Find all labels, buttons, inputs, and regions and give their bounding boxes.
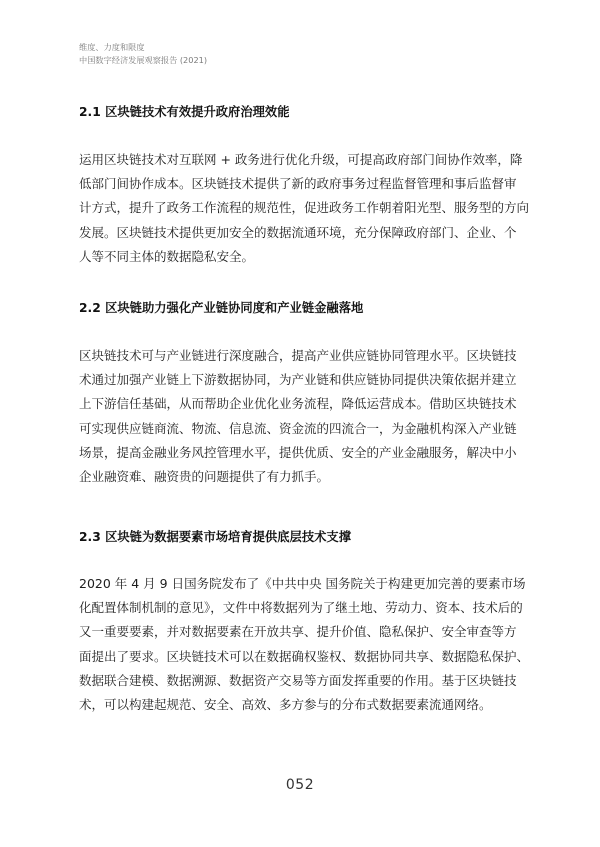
page-number: 052 [285,777,315,793]
paragraph-line: 面提出了要求。区块链技术可以在数据确权鉴权、数据协同共享、数据隐私保护、 [79,648,530,664]
section-heading-2-2: 2.2 区块链助力强化产业链协同度和产业链金融落地 [79,301,364,315]
paragraph-line: 企业融资难、融资贵的问题提供了有力抓手。 [79,469,330,485]
running-header-line-2: 中国数字经济发展观察报告 (2021) [79,55,208,65]
paragraph-line: 运用区块链技术对互联网 + 政务进行优化升级，可提高政府部门间协作效率，降 [79,152,523,167]
paragraph-line: 术，可以构建起规范、安全、高效、多方参与的分布式数据要素流通网络。 [79,697,492,713]
paragraph-line: 化配置体制机制的意见》，文件中将数据列为了继土地、劳动力、资本、技术后的 [79,600,523,616]
paragraph-line: 上下游信任基础，从而帮助企业优化业务流程，降低运营成本。借助区块链技术 [79,396,517,412]
paragraph-line: 术通过加强产业链上下游数据协同，为产业链和供应链协同提供决策依据并建立 [79,372,517,388]
running-header-line-1: 维度、力度和限度 [79,42,145,52]
paragraph-line: 数据联合建模、数据溯源、数据资产交易等方面发挥重要的作用。基于区块链技 [79,672,517,688]
section-heading-2-3: 2.3 区块链为数据要素市场培育提供底层技术支撑 [79,530,352,544]
section-paragraph-2-1 [79,148,530,269]
section-paragraph-2-3 [79,572,530,717]
section-paragraph-2-2 [79,344,524,489]
paragraph-line: 低部门间协作成本。区块链技术提供了新的政府事务过程监督管理和事后监督审 [79,176,517,192]
paragraph-line: 可实现供应链商流、物流、信息流、资金流的四流合一，为金融机构深入产业链 [79,420,517,436]
running-header [79,41,519,67]
paragraph-line: 2020 年 4 月 9 日国务院发布了《中共中央 国务院关于构建更加完善的要素市场 [79,576,526,591]
paragraph-line: 场景，提高金融业务风控管理水平，提供优质、安全的产业金融服务，解决中小 [79,444,517,460]
paragraph-line: 人等不同主体的数据隐私安全。 [79,248,255,264]
paragraph-line: 发展。区块链技术提供更加安全的数据流通环境，充分保障政府部门、企业、个 [79,224,517,240]
paragraph-line: 区块链技术可与产业链进行深度融合，提高产业供应链协同管理水平。区块链技 [79,348,517,363]
paragraph-line: 又一重要要素，并对数据要素在开放共享、提升价值、隐私保护、安全审查等方 [79,624,517,640]
section-heading-2-1: 2.1 区块链技术有效提升政府治理效能 [79,105,290,119]
paragraph-line: 计方式，提升了政务工作流程的规范性，促进政务工作朝着阳光型、服务型的方向 [79,200,530,216]
